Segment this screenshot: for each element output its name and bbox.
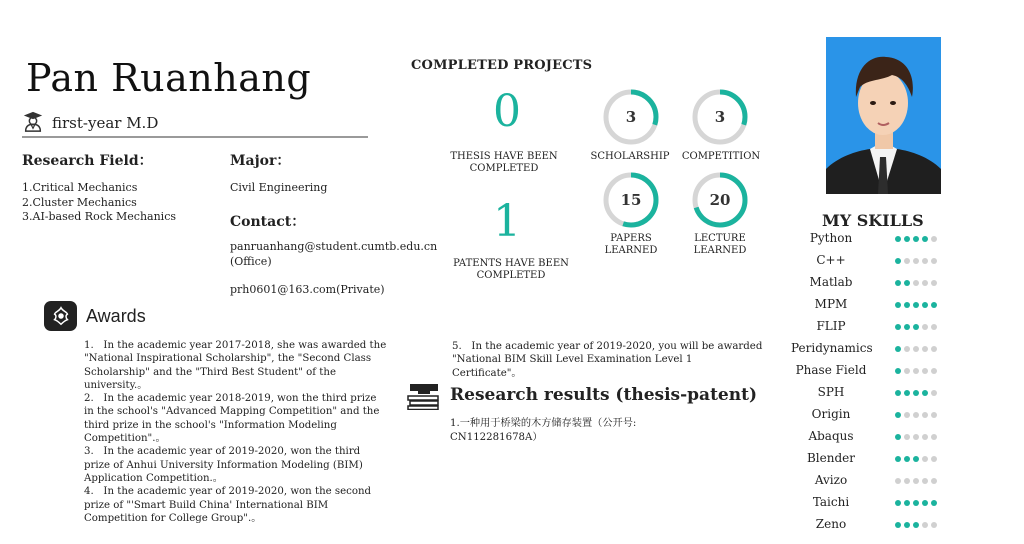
thesis-label: THESIS HAVE BEEN COMPLETED (450, 151, 558, 174)
skill-name: Avizo (814, 473, 848, 487)
rating-dot (922, 434, 928, 440)
rating-dot (931, 258, 937, 264)
rating-dot (895, 434, 901, 440)
skill-name: Origin (811, 407, 851, 421)
skill-rating (895, 478, 937, 484)
rating-dot (931, 434, 937, 440)
rating-dot (904, 434, 910, 440)
awards-list (84, 339, 389, 525)
rating-dot (922, 258, 928, 264)
rating-dot (913, 346, 919, 352)
ring-label: SCHOLARSHIP (590, 151, 670, 162)
rating-dot (913, 324, 919, 330)
skill-rating (895, 236, 937, 242)
rating-dot (922, 478, 928, 484)
skill-name: Abaqus (808, 429, 854, 443)
ring-label: LECTURE LEARNED (693, 233, 747, 256)
research-field-title: Research Field： (22, 153, 153, 169)
research-result-item: 1.一种用于桥梁的木方储存装置（公开号: CN112281678A） (450, 418, 637, 443)
research-field-list (22, 181, 176, 225)
rating-dot (895, 236, 901, 242)
rating-dot (922, 390, 928, 396)
rating-dot (922, 500, 928, 506)
rating-dot (931, 236, 937, 242)
rating-dot (913, 236, 919, 242)
rating-dot (922, 412, 928, 418)
rating-dot (913, 368, 919, 374)
skill-rating (895, 412, 937, 418)
rating-dot (895, 522, 901, 528)
rating-dot (895, 500, 901, 506)
completed-projects-title: COMPLETED PROJECTS (411, 58, 593, 73)
award-item: 1. In the academic year 2017-2018, she was awarded the "National Inspirational Scholarship", the "Second Class Scholarship" and the "Third Best Student" of the university.。 (84, 340, 387, 391)
rating-dot (904, 522, 910, 528)
patent-label: PATENTS HAVE BEEN COMPLETED (453, 258, 569, 281)
skill-name: FLIP (816, 319, 846, 333)
rating-dot (931, 456, 937, 462)
rating-dot (904, 456, 910, 462)
rating-dot (922, 346, 928, 352)
name-divider (22, 136, 368, 138)
rating-dot (895, 456, 901, 462)
books-icon (406, 383, 442, 410)
contact-private-email[interactable]: prh0601@163.com(Private) (230, 283, 385, 296)
rating-dot (922, 324, 928, 330)
rating-dot (904, 236, 910, 242)
rating-dot (913, 280, 919, 286)
rating-dot (913, 390, 919, 396)
rating-dot (922, 302, 928, 308)
awards-title: Awards (86, 306, 146, 326)
rating-dot (904, 324, 910, 330)
skill-rating (895, 522, 937, 528)
rating-dot (913, 412, 919, 418)
award-icon (44, 301, 77, 331)
rating-dot (895, 346, 901, 352)
major-value: Civil Engineering (230, 181, 328, 194)
rating-dot (895, 412, 901, 418)
skill-rating (895, 390, 937, 396)
rating-dot (931, 280, 937, 286)
rating-dot (913, 522, 919, 528)
rating-dot (913, 500, 919, 506)
skill-rating (895, 434, 937, 440)
profile-name: Pan Ruanhang (26, 56, 312, 100)
skill-name: Taichi (812, 495, 850, 509)
award-item: 2. In the academic year 2018-2019, won the third prize in the school's "Advanced Mapping Competition" and the third prize in the school's "Information Modeling Competition".。 (84, 393, 380, 445)
thesis-count: 0 (493, 86, 521, 137)
rating-dot (922, 280, 928, 286)
major-title: Major： (230, 153, 291, 169)
research-field-item: 3.AI-based Rock Mechanics (22, 210, 177, 223)
rating-dot (904, 412, 910, 418)
rating-dot (895, 258, 901, 264)
degree-row (22, 110, 158, 136)
rating-dot (922, 456, 928, 462)
contact-office-email[interactable]: panruanhang@student.cumtb.edu.cn (Office) (230, 240, 438, 268)
rating-dot (931, 500, 937, 506)
rating-dot (931, 478, 937, 484)
rating-dot (931, 324, 937, 330)
skill-name: Python (809, 231, 853, 245)
skill-rating (895, 368, 937, 374)
rating-dot (895, 390, 901, 396)
rating-dot (904, 390, 910, 396)
rating-dot (904, 280, 910, 286)
skill-rating (895, 258, 937, 264)
research-field-item: 2.Cluster Mechanics (22, 195, 137, 209)
research-results-title: Research results (thesis-patent) (450, 385, 757, 405)
project-ring (602, 88, 660, 146)
rating-dot (922, 236, 928, 242)
degree-label: first-year M.D (52, 114, 159, 132)
rating-dot (931, 346, 937, 352)
project-ring (691, 171, 749, 229)
skill-name: Blender (806, 451, 855, 465)
rating-dot (904, 302, 910, 308)
skill-rating (895, 500, 937, 506)
skill-name: Phase Field (795, 363, 867, 377)
contact-title: Contact： (230, 214, 306, 230)
award-item: 3. In the academic year of 2019-2020, won the third prize of Anhui University Information Modeling (BIM) Application Competition.。 (84, 446, 363, 484)
skill-rating (895, 302, 937, 308)
skill-name: Peridynamics (791, 341, 873, 355)
ring-value: 15 (620, 191, 642, 209)
rating-dot (931, 302, 937, 308)
rating-dot (895, 302, 901, 308)
rating-dot (895, 478, 901, 484)
project-ring (602, 171, 660, 229)
skill-name: MPM (814, 297, 848, 311)
award-item: 5. In the academic year of 2019-2020, you will be awarded "National BIM Skill Level Examination Level 1 Certificate"。 (452, 341, 763, 379)
skill-name: SPH (817, 385, 845, 399)
skill-rating (895, 346, 937, 352)
rating-dot (922, 522, 928, 528)
ring-label: PAPERS LEARNED (604, 233, 658, 256)
skill-name: C++ (816, 253, 846, 267)
award-item: 4. In the academic year of 2019-2020, won the second prize of "'Smart Build China' International BIM Competition for College Group".。 (84, 486, 372, 524)
ring-label: COMPETITION (681, 151, 761, 162)
graduate-icon (22, 110, 44, 136)
rating-dot (904, 258, 910, 264)
skills-title: MY SKILLS (822, 211, 924, 230)
rating-dot (904, 346, 910, 352)
research-field-item: 1.Critical Mechanics (22, 181, 138, 194)
rating-dot (904, 478, 910, 484)
rating-dot (931, 390, 937, 396)
rating-dot (904, 368, 910, 374)
skill-rating (895, 456, 937, 462)
skill-rating (895, 324, 937, 330)
rating-dot (895, 368, 901, 374)
profile-photo (826, 37, 941, 194)
rating-dot (931, 522, 937, 528)
ring-value: 3 (714, 108, 726, 126)
rating-dot (904, 500, 910, 506)
rating-dot (913, 434, 919, 440)
rating-dot (895, 280, 901, 286)
ring-value: 20 (709, 191, 731, 209)
rating-dot (931, 412, 937, 418)
project-ring (691, 88, 749, 146)
patent-count: 1 (493, 196, 521, 247)
rating-dot (913, 258, 919, 264)
rating-dot (922, 368, 928, 374)
skill-name: Matlab (809, 275, 853, 289)
ring-value: 3 (625, 108, 637, 126)
rating-dot (931, 368, 937, 374)
rating-dot (913, 478, 919, 484)
rating-dot (913, 302, 919, 308)
rating-dot (913, 456, 919, 462)
skill-name: Zeno (815, 517, 847, 531)
rating-dot (895, 324, 901, 330)
skill-rating (895, 280, 937, 286)
